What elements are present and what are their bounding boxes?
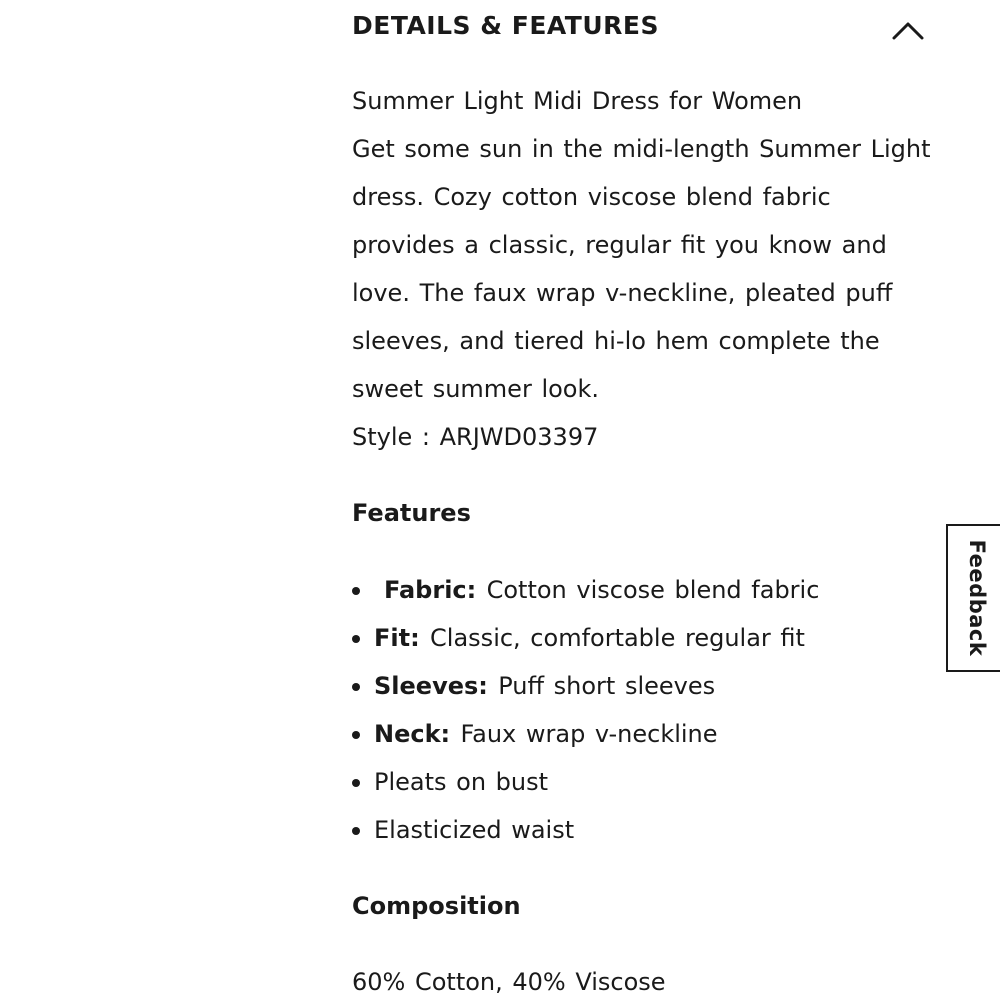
bullet-icon xyxy=(352,635,360,643)
details-features-panel xyxy=(352,0,932,996)
style-number: Style : ARJWD03397 xyxy=(352,423,599,451)
bullet-icon xyxy=(352,731,360,739)
bullet-icon xyxy=(352,683,360,691)
bullet-icon xyxy=(352,779,360,787)
feedback-button[interactable] xyxy=(946,524,1000,672)
list-item xyxy=(352,566,932,614)
feature-value: Cotton viscose blend fabric xyxy=(486,576,820,604)
list-item xyxy=(352,710,932,758)
section-title: DETAILS & FEATURES xyxy=(352,11,659,40)
feature-key: Fabric: xyxy=(384,576,487,604)
description-line: provides a classic, regular fit you know and xyxy=(352,231,887,259)
description-line: love. The faux wrap v-neckline, pleated puff xyxy=(352,279,893,307)
description-line: sleeves, and tiered hi-lo hem complete the xyxy=(352,327,880,355)
description-line: Get some sun in the midi-length Summer Light xyxy=(352,135,931,163)
product-description xyxy=(352,77,932,461)
description-line: sweet summer look. xyxy=(352,375,599,403)
list-item xyxy=(352,614,932,662)
bullet-icon xyxy=(352,827,360,835)
chevron-up-icon[interactable] xyxy=(888,14,928,46)
feature-value: Pleats on bust xyxy=(374,768,549,796)
product-name: Summer Light Midi Dress for Women xyxy=(352,87,803,115)
composition-heading: Composition xyxy=(352,892,521,920)
composition-value: 60% Cotton, 40% Viscose xyxy=(352,968,666,996)
feature-key: Fit: xyxy=(374,624,431,652)
list-item xyxy=(352,806,932,854)
description-line: dress. Cozy cotton viscose blend fabric xyxy=(352,183,831,211)
feature-key: Sleeves: xyxy=(374,672,499,700)
feature-value: Puff short sleeves xyxy=(498,672,716,700)
list-item xyxy=(352,662,932,710)
feature-value: Classic, comfortable regular fit xyxy=(430,624,805,652)
accordion-header[interactable] xyxy=(352,0,932,54)
feedback-label: Feedback xyxy=(965,539,989,657)
list-item xyxy=(352,758,932,806)
bullet-icon xyxy=(352,587,360,595)
feature-value: Elasticized waist xyxy=(374,816,575,844)
features-list xyxy=(352,566,932,854)
features-heading: Features xyxy=(352,499,471,527)
feature-value: Faux wrap v-neckline xyxy=(460,720,718,748)
feature-key: Neck: xyxy=(374,720,461,748)
